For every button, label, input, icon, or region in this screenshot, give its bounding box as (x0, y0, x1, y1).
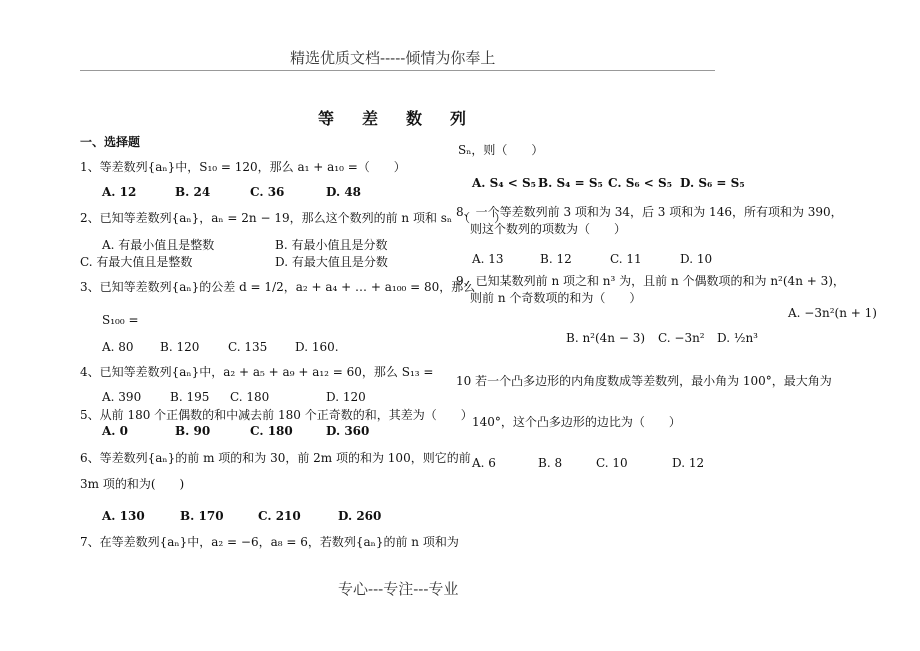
q6-option-d: D. 260 (338, 509, 382, 523)
q6-option-c: C. 210 (258, 509, 301, 523)
document-title (318, 106, 466, 129)
title-char: 数 (406, 109, 423, 128)
page-footer: 专心---专注---专业 (338, 580, 459, 598)
section-heading: 一、选择题 (80, 135, 141, 149)
q7-option-a: A. S₄ < S₅ (472, 176, 536, 190)
question-6-continued: 3m 项的和为( ) (80, 477, 185, 491)
title-char: 等 (318, 109, 335, 128)
header-rule (80, 70, 715, 71)
question-6: 6、等差数列{aₙ}的前 m 项的和为 30，前 2m 项的和为 100，则它的前 (80, 451, 471, 465)
q6-option-b: B. 170 (180, 509, 224, 523)
q7-option-b: B. S₄ = S₅ (538, 176, 603, 190)
q1-option-c: C. 36 (250, 185, 285, 199)
q4-option-d: D. 120 (326, 390, 366, 404)
q10-option-d: D. 12 (672, 456, 705, 470)
question-3: 3、已知等差数列{aₙ}的公差 d = 1/2，a₂ + a₄ + … + a₁₀₀ = 80，那么 (80, 280, 476, 294)
question-7-continued: Sₙ，则（ ） (458, 143, 544, 157)
q10-option-b: B. 8 (538, 456, 563, 470)
q1-option-a: A. 12 (102, 185, 137, 199)
question-4: 4、已知等差数列{aₙ}中，a₂ + a₅ + a₉ + a₁₂ = 60，那么 S₁₃ = (80, 365, 434, 379)
q5-option-d: D. 360 (326, 424, 370, 438)
question-10: 10 若一个凸多边形的内角度数成等差数列，最小角为 100°，最大角为 (456, 374, 832, 388)
q4-option-a: A. 390 (102, 390, 142, 404)
q8-option-d: D. 10 (680, 252, 713, 266)
q5-option-a: A. 0 (102, 424, 129, 438)
q2-option-d: D. 有最大值且是分数 (275, 255, 388, 269)
q2-option-a: A. 有最小值且是整数 (102, 238, 215, 252)
title-char: 差 (362, 109, 379, 128)
q3-option-d: D. 160. (295, 340, 339, 354)
question-3-continued: S₁₀₀ = (102, 313, 139, 327)
question-2: 2、已知等差数列{aₙ}，aₙ = 2n − 19，那么这个数列的前 n 项和 sₙ （ ） (80, 211, 507, 225)
q5-option-c: C. 180 (250, 424, 293, 438)
q7-option-d: D. S₆ = S₅ (680, 176, 745, 190)
question-5: 5、从前 180 个正偶数的和中减去前 180 个正奇数的和，其差为（ ） (80, 408, 473, 422)
q9-option-b: B. n²(4n − 3) (566, 331, 646, 345)
q9-option-d: D. ½n³ (717, 331, 758, 345)
q2-option-b: B. 有最小值且是分数 (275, 238, 388, 252)
q3-option-c: C. 135 (228, 340, 268, 354)
q6-option-a: A. 130 (102, 509, 145, 523)
question-10-continued: 140°，这个凸多边形的边比为（ ） (472, 415, 681, 429)
q3-option-b: B. 120 (160, 340, 200, 354)
page-header: 精选优质文档-----倾情为你奉上 (290, 49, 496, 67)
q4-option-b: B. 195 (170, 390, 210, 404)
q1-option-d: D. 48 (326, 185, 362, 199)
q10-option-a: A. 6 (472, 456, 496, 470)
q3-option-a: A. 80 (102, 340, 134, 354)
title-char: 列 (450, 109, 467, 128)
q8-option-b: B. 12 (540, 252, 572, 266)
question-7: 7、在等差数列{aₙ}中，a₂ = −6，a₈ = 6，若数列{aₙ}的前 n 项和为 (80, 535, 459, 549)
q8-option-a: A. 13 (472, 252, 504, 266)
q4-option-c: C. 180 (230, 390, 270, 404)
question-8-continued: 则这个数列的项数为（ ） (470, 222, 627, 236)
question-9: 9、已知某数列前 n 项之和 n³ 为，且前 n 个偶数项的和为 n²(4n + 3)， (456, 274, 845, 288)
question-1: 1、等差数列{aₙ}中，S₁₀ = 120，那么 a₁ + a₁₀ =（ ） (80, 160, 406, 174)
q2-option-c: C. 有最大值且是整数 (80, 255, 193, 269)
q1-option-b: B. 24 (175, 185, 211, 199)
q8-option-c: C. 11 (610, 252, 642, 266)
q9-option-a: A. −3n²(n + 1) (788, 306, 877, 320)
q7-option-c: C. S₆ < S₅ (608, 176, 672, 190)
q9-option-c: C. −3n² (658, 331, 705, 345)
question-9-continued: 则前 n 个奇数项的和为（ ） (470, 291, 642, 305)
question-8: 8、一个等差数列前 3 项和为 34，后 3 项和为 146，所有项和为 390， (456, 205, 843, 219)
q10-option-c: C. 10 (596, 456, 628, 470)
q5-option-b: B. 90 (175, 424, 211, 438)
